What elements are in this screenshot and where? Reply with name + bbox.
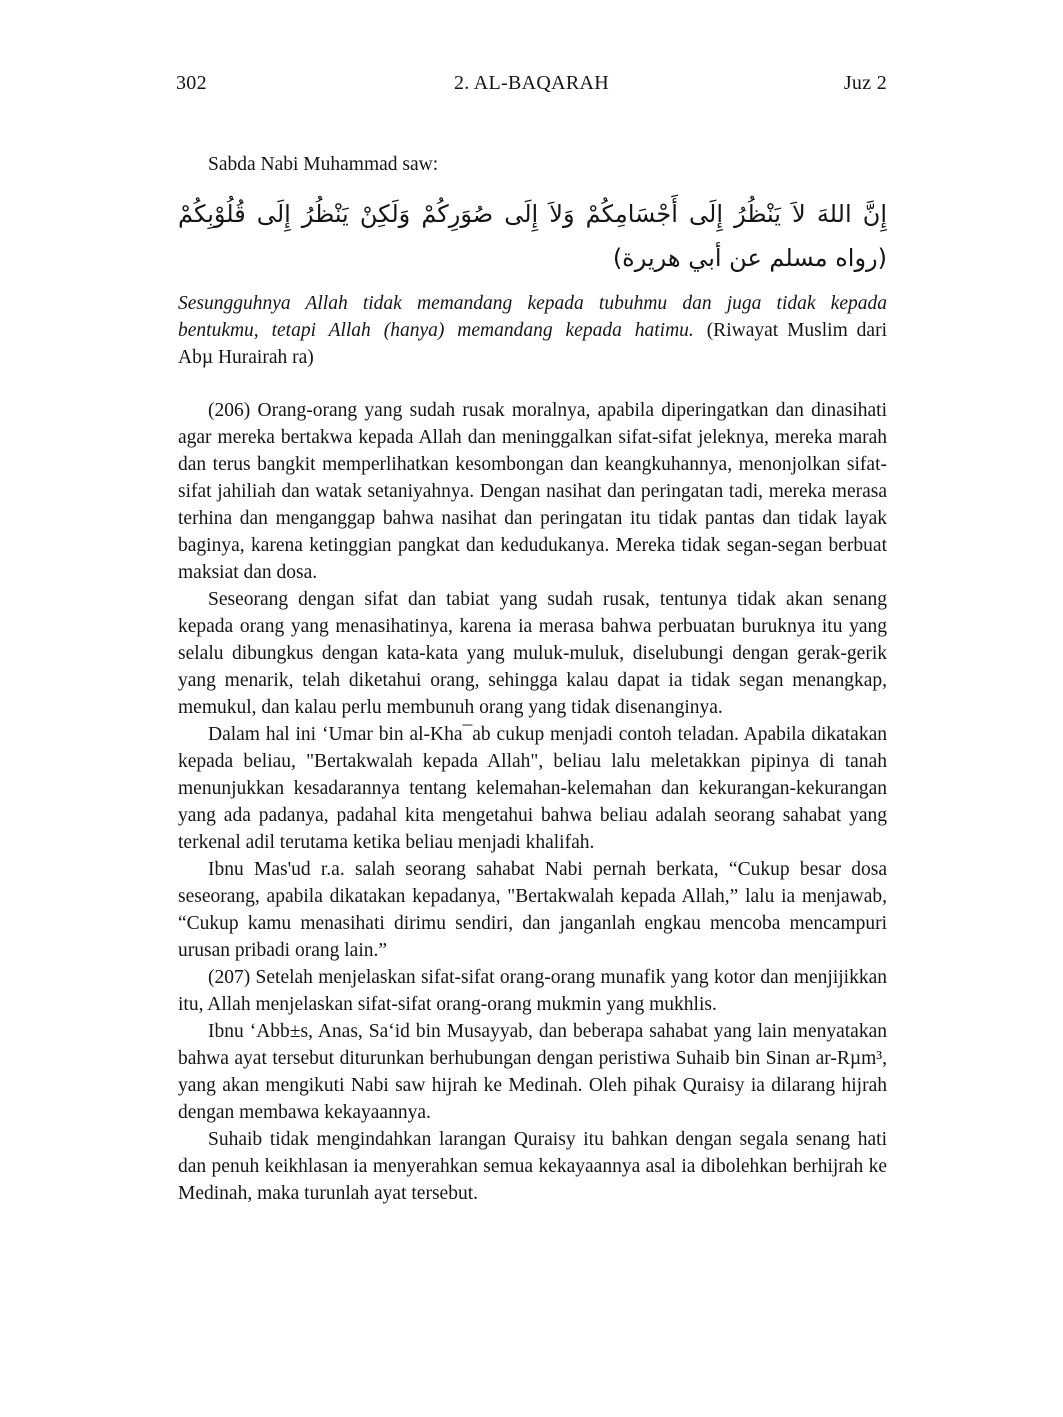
chapter-title: 2. AL-BAQARAH [453,72,609,94]
arabic-hadith: إِنَّ اللهَ لاَ يَنْظُرُ إِلَى أَجْسَامِكُمْ وَلاَ إِلَى صُوَرِكُمْ وَلَكِنْ يَنْظُرُ إِلَى قُلُوْبِكُمْ (رواه مسلم عن أبي هريرة) [178,200,887,272]
translation-text: Sesungguhnya Allah tidak memandang kepada tubuhmu dan juga tidak kepada bentukmu, tetapi Allah (hanya) memandang kepada hatimu. [178,293,887,341]
page-header [0,0,1063,95]
paragraph: Ibnu Mas'ud r.a. salah seorang sahabat Nabi pernah berkata, “Cukup besar dosa seseorang, apabila dikatakan kepadanya, "Bertakwalah kepada Allah,” lalu ia menjawab, “Cukup kamu menasihati dirimu sendiri, dan janganlah engkau mencoba mencampuri urusan pribadi orang lain.” [178,859,887,961]
paragraph: Suhaib tidak mengindahkan larangan Quraisy itu bahkan dengan segala senang hati dan penuh keikhlasan ia menyerahkan semua kekayaannya asal ia dibolehkan berhijrah ke Medinah, maka turunlah ayat tersebut. [178,1129,887,1204]
hadith-translation [178,290,887,371]
paragraph: Dalam hal ini ‘Umar bin al-Kha¯ab cukup menjadi contoh teladan. Apabila dikatakan kepada beliau, "Bertakwalah kepada Allah", beliau lalu meletakkan pipinya di tanah menunjukkan kesadarannya tentang kelemahan-kelemahan dan kekurangan-kekurangan yang ada padanya, padahal kita mengetahui bahwa beliau adalah seorang sahabat yang terkenal adil terutama ketika beliau menjadi khalifah. [178,724,887,853]
paragraph: Ibnu ‘Abb±s, Anas, Sa‘id bin Musayyab, dan beberapa sahabat yang lain menyatakan bahwa ayat tersebut diturunkan berhubungan dengan peristiwa Suhaib bin Sinan ar-Rµm³, yang akan mengikuti Nabi saw hijrah ke Medinah. Oleh pihak Quraisy ia dilarang hijrah dengan membawa kekayaannya. [178,1021,887,1123]
page-body [0,151,1063,1207]
paragraph: Seseorang dengan sifat dan tabiat yang sudah rusak, tentunya tidak akan senang kepada orang yang menasihatinya, karena ia merasa bahwa perbuatan buruknya itu yang selalu dibungkus dengan kata-kata yang muluk-muluk, diselubungi dengan gerak-gerik yang menarik, telah diketahui orang, sehingga kalau dapat ia tidak segan menangkap, memukul, dan kalau perlu membunuh orang yang tidak disenanginya. [178,589,887,718]
paragraph: (206) Orang-orang yang sudah rusak moralnya, apabila diperingatkan dan dinasihati agar mereka bertakwa kepada Allah dan meninggalkan sifat-sifat jeleknya, mereka marah dan terus bangkit memperlihatkan kesombongan dan keangkuhannya, menonjolkan sifat-sifat jahiliah dan watak setaniyahnya. Dengan nasihat dan peringatan tadi, mereka merasa terhina dan menganggap bahwa nasihat dan peringatan itu tidak pantas dan tidak layak baginya, karena ketinggian pangkat dan kedudukanya. Mereka tidak segan-segan berbuat maksiat dan dosa. [178,400,887,583]
translation-citation: (Riwayat Muslim dari Abµ Hurairah ra) [178,320,887,368]
juz-label: Juz 2 [843,72,887,94]
intro-line: Sabda Nabi Muhammad saw: [208,154,439,175]
paragraph: (207) Setelah menjelaskan sifat-sifat orang-orang munafik yang kotor dan menjijikkan itu, Allah menjelaskan sifat-sifat orang-orang mukmin yang mukhlis. [178,967,887,1015]
page-number: 302 [176,72,207,94]
